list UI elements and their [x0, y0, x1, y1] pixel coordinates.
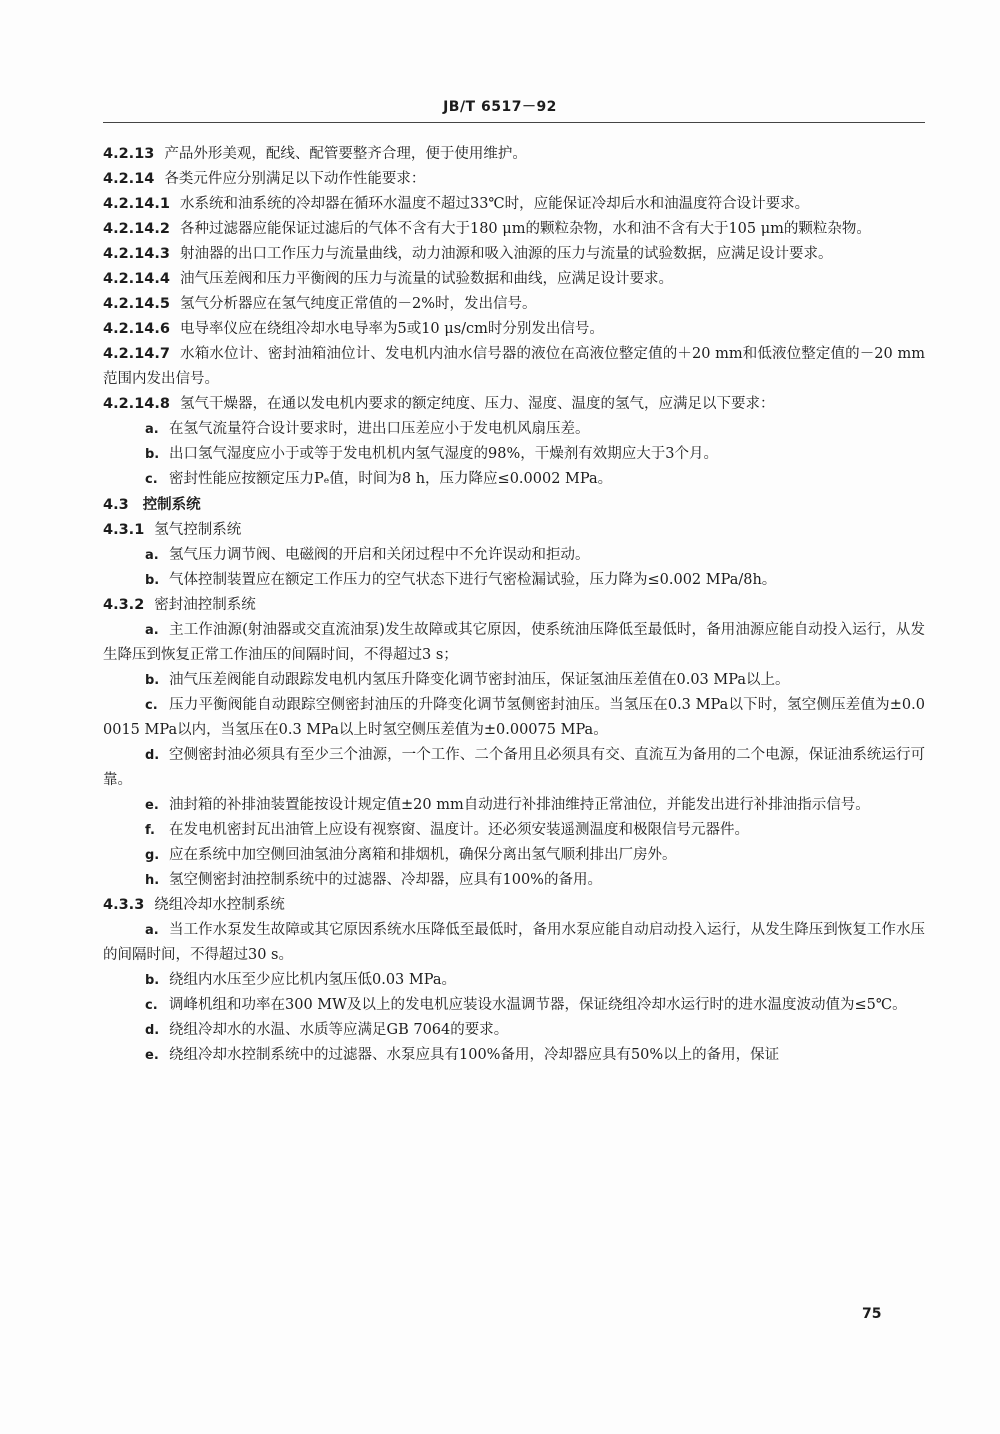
clause-text: 当工作水泵发生故障或其它原因系统水压降低至最低时，备用水泵应能自动启动投入运行，从发生降压到恢复工作水压的间隔时间，不得超过30 s。: [103, 922, 925, 963]
list-item-label: d.: [145, 1023, 160, 1038]
clause: [103, 292, 925, 317]
list-item: [103, 417, 925, 442]
clause-text: 密封油控制系统: [154, 597, 256, 613]
standard-header: JB/T 6517－92: [443, 99, 557, 115]
list-item: [103, 568, 925, 593]
clause-number: 4.3.3: [103, 897, 145, 913]
list-item-label: b.: [145, 447, 160, 462]
clause-text: 绕组冷却水控制系统: [154, 897, 285, 913]
list-item-label: h.: [145, 873, 160, 888]
list-item-label: c.: [145, 698, 158, 713]
clause-number: 4.2.14.2: [103, 221, 170, 237]
header-rule: [103, 122, 925, 123]
clause-text: 在氢气流量符合设计要求时，进出口压差应小于发电机风扇压差。: [169, 421, 590, 437]
list-item: [103, 442, 925, 467]
list-item: [103, 968, 925, 993]
clause: [103, 392, 925, 417]
clause-text: 氢空侧密封油控制系统中的过滤器、冷却器，应具有100%的备用。: [169, 872, 602, 888]
list-item-label: e.: [145, 798, 159, 813]
clause-text: 气体控制装置应在额定工作压力的空气状态下进行气密检漏试验，压力降为≤0.002 MPa/8h。: [169, 572, 777, 588]
clause-text: 绕组内水压至少应比机内氢压低0.03 MPa。: [169, 972, 456, 988]
list-item: [103, 818, 925, 843]
list-item-label: a.: [145, 422, 159, 437]
list-item: [103, 467, 925, 492]
clause: [103, 317, 925, 342]
list-item-label: b.: [145, 973, 160, 988]
list-item-label: g.: [145, 848, 160, 863]
list-item-label: b.: [145, 673, 160, 688]
clause-number: 4.2.14.5: [103, 296, 170, 312]
clause-text: 氢气干燥器，在通以发电机内要求的额定纯度、压力、湿度、温度的氢气，应满足以下要求：: [179, 396, 775, 412]
list-item-label: c.: [145, 998, 158, 1013]
clause-number: 4.3: [103, 497, 129, 513]
clause-text: 各类元件应分别满足以下动作性能要求：: [164, 171, 426, 187]
clause-number: 4.2.13: [103, 146, 155, 162]
clause-text: 出口氢气湿度应小于或等于发电机机内氢气湿度的98%，干燥剂有效期应大于3个月。: [169, 446, 718, 462]
clause-text: 氢气分析器应在氢气纯度正常值的－2%时，发出信号。: [179, 296, 537, 312]
section-heading: [103, 492, 925, 518]
clause-text: 在发电机密封瓦出油管上应设有视察窗、温度计。还必须安装遥测温度和极限信号元器件。: [169, 822, 749, 838]
list-item: [103, 793, 925, 818]
clause-text: 控制系统: [142, 496, 201, 513]
clause-number: 4.3.2: [103, 597, 145, 613]
clause-text: 氢气控制系统: [154, 522, 242, 538]
clause-text: 电导率仪应在绕组冷却水电导率为5或10 μs/cm时分别发出信号。: [179, 321, 604, 337]
list-item: [103, 993, 925, 1018]
clause: [103, 893, 925, 918]
list-item: [103, 1043, 925, 1068]
list-item: [103, 868, 925, 893]
clause-text: 水箱水位计、密封油箱油位计、发电机内油水信号器的液位在高液位整定值的＋20 mm和低液位整定值的－20 mm范围内发出信号。: [103, 346, 925, 387]
list-item-label: d.: [145, 748, 160, 763]
clause-text: 主工作油源(射油器或交直流油泵)发生故障或其它原因，使系统油压降低至最低时，备用油源应能自动投入运行，从发生降压到恢复正常工作油压的间隔时间，不得超过3 s；: [103, 622, 925, 663]
clause: [103, 267, 925, 292]
clause-number: 4.2.14.7: [103, 346, 170, 362]
clause-text: 油气压差阀能自动跟踪发电机内氢压升降变化调节密封油压，保证氢油压差值在0.03 MPa以上。: [169, 672, 790, 688]
clause-number: 4.2.14.1: [103, 196, 170, 212]
clause-number: 4.2.14.4: [103, 271, 170, 287]
clause-number: 4.2.14: [103, 171, 155, 187]
list-item-label: e.: [145, 1048, 159, 1063]
list-item: [103, 693, 925, 743]
list-item-label: b.: [145, 573, 160, 588]
list-item: [103, 743, 925, 793]
clause-text: 氢气压力调节阀、电磁阀的开启和关闭过程中不允许误动和拒动。: [169, 547, 590, 563]
clause-text: 空侧密封油必须具有至少三个油源，一个工作、二个备用且必须具有交、直流互为备用的二个电源，保证油系统运行可靠。: [103, 747, 925, 788]
list-item: [103, 843, 925, 868]
list-item: [103, 668, 925, 693]
clause: [103, 518, 925, 543]
clause: [103, 242, 925, 267]
clause: [103, 342, 925, 392]
list-item: [103, 1018, 925, 1043]
list-item-label: a.: [145, 548, 159, 563]
clause-number: 4.2.14.8: [103, 396, 170, 412]
clause-text: 油气压差阀和压力平衡阀的压力与流量的试验数据和曲线，应满足设计要求。: [179, 271, 673, 287]
clause-number: 4.3.1: [103, 522, 145, 538]
list-item-label: a.: [145, 623, 159, 638]
clause-text: 油封箱的补排油装置能按设计规定值±20 mm自动进行补排油维持正常油位，并能发出进行补排油指示信号。: [169, 797, 870, 813]
list-item: [103, 543, 925, 568]
clause: [103, 192, 925, 217]
clause-text: 绕组冷却水控制系统中的过滤器、水泵应具有100%备用，冷却器应具有50%以上的备用，保证: [169, 1047, 780, 1063]
clause: [103, 142, 925, 167]
clause-text: 绕组冷却水的水温、水质等应满足GB 7064的要求。: [169, 1022, 509, 1038]
document-body: [103, 142, 925, 1068]
clause-text: 水系统和油系统的冷却器在循环水温度不超过33℃时，应能保证冷却后水和油温度符合设计要求。: [179, 196, 810, 212]
clause-text: 应在系统中加空侧回油氢油分离箱和排烟机，确保分离出氢气顺利排出厂房外。: [169, 847, 677, 863]
list-item-label: f.: [145, 823, 155, 838]
list-item-label: a.: [145, 923, 159, 938]
clause-text: 产品外形美观，配线、配管要整齐合理，便于使用维护。: [164, 146, 527, 162]
clause: [103, 593, 925, 618]
clause: [103, 167, 925, 192]
clause-text: 射油器的出口工作压力与流量曲线，动力油源和吸入油源的压力与流量的试验数据，应满足设计要求。: [179, 246, 833, 262]
clause-text: 各种过滤器应能保证过滤后的气体不含有大于180 μm的颗粒杂物，水和油不含有大于105 μm的颗粒杂物。: [179, 221, 871, 237]
list-item: [103, 618, 925, 668]
clause-number: 4.2.14.3: [103, 246, 170, 262]
list-item-label: c.: [145, 472, 158, 487]
clause-text: 调峰机组和功率在300 MW及以上的发电机应装设水温调节器，保证绕组冷却水运行时的进水温度波动值为≤5℃。: [169, 997, 907, 1013]
clause: [103, 217, 925, 242]
clause-number: 4.2.14.6: [103, 321, 170, 337]
clause-text: 密封性能应按额定压力Pₑ值，时间为8 h，压力降应≤0.0002 MPa。: [169, 471, 613, 487]
clause-text: 压力平衡阀能自动跟踪空侧密封油压的升降变化调节氢侧密封油压。当氢压在0.3 MPa以下时，氢空侧压差值为±0.00015 MPa以内，当氢压在0.3 MPa以上时氢空侧压差值为±0.00075 MPa。: [103, 697, 925, 738]
page-number: 75: [862, 1306, 882, 1322]
list-item: [103, 918, 925, 968]
